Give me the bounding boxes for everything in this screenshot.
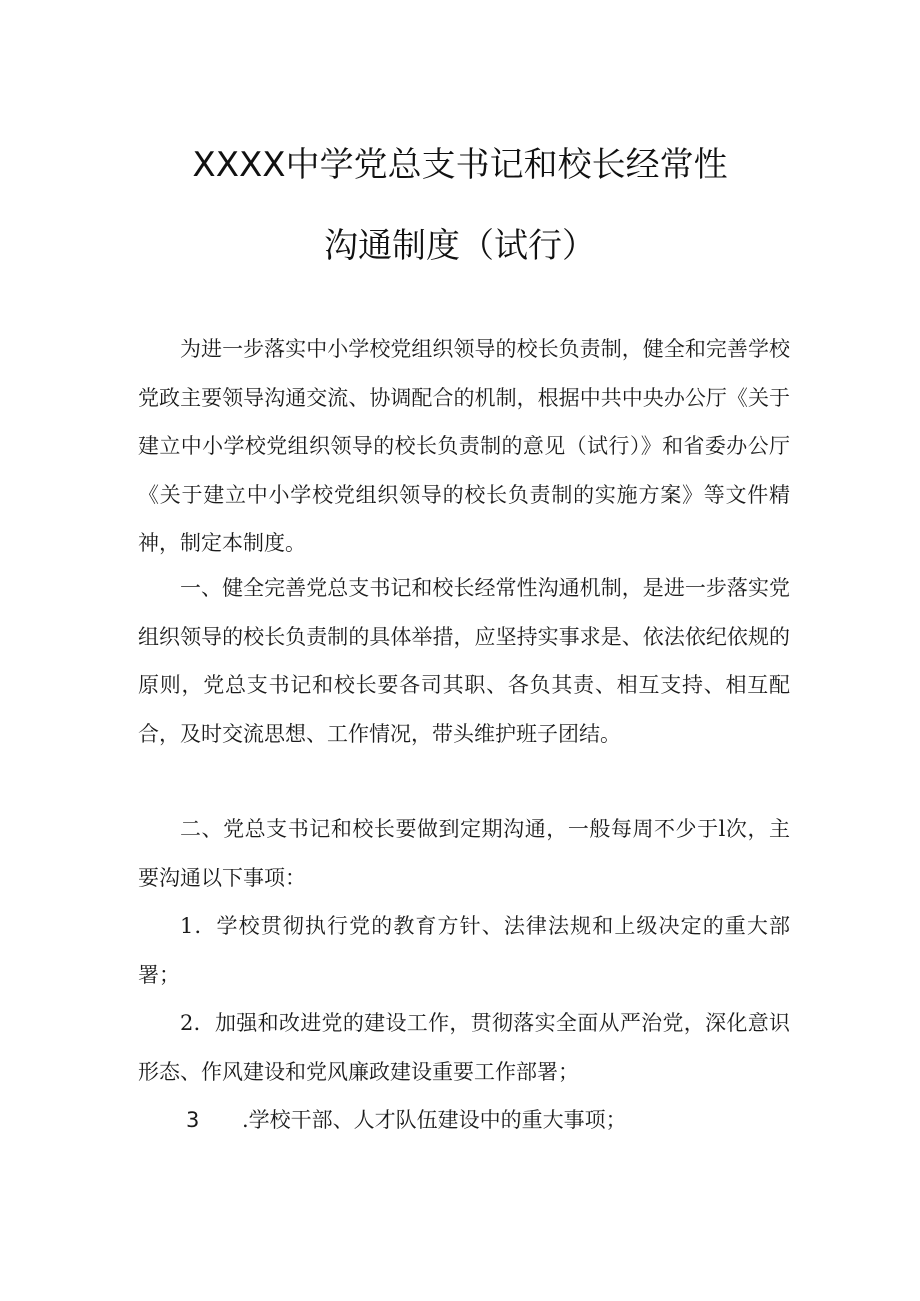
section-two-paragraph: 二、党总支书记和校长要做到定期沟通，一般每周不少于l次，主要沟通以下事项： [138, 817, 790, 890]
document-title-line1: XXXX中学党总支书记和校长经常性 [192, 145, 728, 185]
document-title-line2: 沟通制度（试行） [324, 226, 596, 266]
list-item-2: 2．加强和改进党的建设工作，贯彻落实全面从严治党，深化意识形态、作风建设和党风廉政建设重要工作部署； [138, 1011, 790, 1084]
intro-paragraph: 为进一步落实中小学校党组织领导的校长负责制，健全和完善学校党政主要领导沟通交流、协调配合的机制，根据中共中央办公厅《关于建立中小学校党组织领导的校长负责制的意见（试行）》和省委办公厅《关于建立中小学校党组织领导的校长负责制的实施方案》等文件精神，制定本制度。 [138, 337, 790, 555]
list-item-3-number: 3 [186, 1108, 200, 1132]
section-one-paragraph: 一、健全完善党总支书记和校长经常性沟通机制，是进一步落实党组织领导的校长负责制的具体举措，应坚持实事求是、依法依纪依规的原则，党总支书记和校长要各司其职、各负其责、相互支持、相互配合，及时交流思想、工作情况，带头维护班子团结。 [138, 576, 790, 746]
list-item-3-text: .学校干部、人才队伍建设中的重大事项； [242, 1108, 627, 1132]
list-item-1: 1．学校贯彻执行党的教育方针、法律法规和上级决定的重大部署； [138, 914, 790, 987]
list-item-3 [138, 1096, 790, 1145]
